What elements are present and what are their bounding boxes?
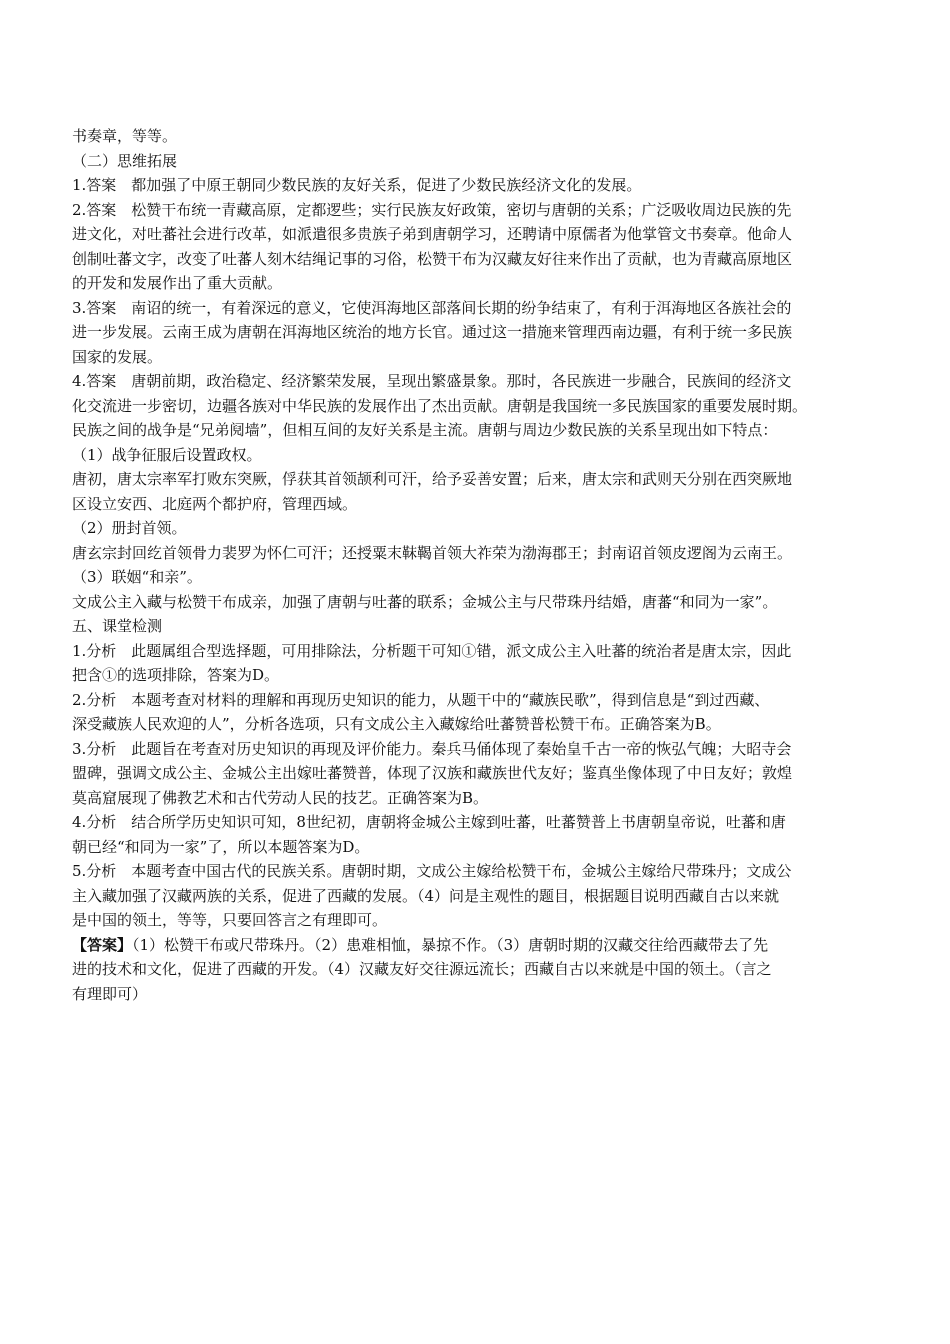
text-line: 2.分析 本题考查对材料的理解和再现历史知识的能力，从题干中的“藏族民歌”，得到信息是“到过西藏、 [72, 690, 770, 709]
text-line: 进的技术和文化，促进了西藏的开发。（4）汉藏友好交往源远流长；西藏自古以来就是中国的领土。（言之 [72, 960, 772, 978]
text-line: 1.答案 都加强了中原王朝同少数民族的友好关系，促进了少数民族经济文化的发展。 [72, 176, 642, 194]
answer-label: 【答案】 [72, 935, 133, 954]
text-line: 1.分析 此题属组合型选择题，可用排除法，分析题干可知①错，派文成公主入吐蕃的统治者是唐太宗，因此 [72, 641, 792, 660]
answer-line [72, 933, 878, 958]
text-line: 是中国的领土，等等，只要回答言之有理即可。 [72, 911, 388, 929]
text-line: 3.分析 此题旨在考查对历史知识的再现及评价能力。秦兵马俑体现了秦始皇千古一帝的恢弘气魄；大昭寺会 [72, 739, 792, 758]
text-line: 创制吐蕃文字，改变了吐蕃人刻木结绳记事的习俗，松赞干布为汉藏友好往来作出了贡献，也为青藏高原地区 [72, 249, 793, 268]
text-line: 盟碑，强调文成公主、金城公主出嫁吐蕃赞普，体现了汉族和藏族世代友好；鉴真坐像体现了中日友好；敦煌 [72, 764, 793, 782]
text-line: 化交流进一步密切，边疆各族对中华民族的发展作出了杰出贡献。唐朝是我国统一多民族国家的重要发展时期。 [72, 396, 808, 415]
text-line: 深受藏族人民欢迎的人”，分析各选项，只有文成公主入藏嫁给吐蕃赞普松赞干布。正确答案为B。 [72, 715, 721, 733]
section-heading: 五、课堂检测 [72, 617, 163, 635]
text-line: 2.答案 松赞干布统一青藏高原，定都逻些；实行民族友好政策，密切与唐朝的关系；广泛吸收周边民族的先 [72, 200, 792, 219]
text-line: 4.答案 唐朝前期，政治稳定、经济繁荣发展，呈现出繁盛景象。那时，各民族进一步融合，民族间的经济文 [72, 372, 792, 390]
text-line: 把含①的选项排除，答案为D。 [72, 666, 280, 684]
text-line: 书奏章，等等。 [72, 127, 178, 145]
text-line: 民族之间的战争是“兄弟阋墙”，但相互间的友好关系是主流。唐朝与周边少数民族的关系呈现出如下特点： [72, 421, 778, 439]
text-line: 区设立安西、北庭两个都护府，管理西域。 [72, 494, 358, 513]
text-line: 有理即可） [72, 984, 148, 1003]
text-line: 4.分析 结合所学历史知识可知，8世纪初，唐朝将金城公主嫁到吐蕃，吐蕃赞普上书唐朝皇帝说，吐蕃和唐 [72, 813, 786, 831]
text-line: 国家的发展。 [72, 347, 163, 366]
text-line: 进文化，对吐蕃社会进行改革，如派遣很多贵族子弟到唐朝学习，还聘请中原儒者为他掌管文书奏章。他命人 [72, 225, 793, 243]
text-line: 5.分析 本题考查中国古代的民族关系。唐朝时期，文成公主嫁给松赞干布，金城公主嫁给尺带珠丹；文成公 [72, 862, 792, 880]
text-line: 主入藏加强了汉藏两族的关系，促进了西藏的发展。（4）问是主观性的题目，根据题目说明西藏自古以来就 [72, 886, 780, 905]
text-line: （1）战争征服后设置政权。 [72, 445, 262, 464]
text-line: 唐初，唐太宗率军打败东突厥，俘获其首领颉利可汗，给予妥善安置；后来，唐太宗和武则天分别在西突厥地 [72, 470, 793, 488]
document-page [72, 124, 878, 1006]
section-heading: （二）思维拓展 [72, 151, 178, 170]
text-line: 文成公主入藏与松赞干布成亲，加强了唐朝与吐蕃的联系；金城公主与尺带珠丹结婚，唐蕃“和同为一家”。 [72, 592, 778, 611]
text-line: 莫高窟展现了佛教艺术和古代劳动人民的技艺。正确答案为B。 [72, 788, 489, 807]
text-line: 朝已经“和同为一家”了，所以本题答案为D。 [72, 837, 370, 856]
text-line: （3）联姻“和亲”。 [72, 568, 202, 586]
answer-text: （1）松赞干布或尺带珠丹。（2）患难相恤，暴掠不作。（3）唐朝时期的汉藏交往给西藏带去了先 [132, 935, 769, 954]
text-line: 进一步发展。云南王成为唐朝在洱海地区统治的地方长官。通过这一措施来管理西南边疆，有利于统一多民族 [72, 323, 793, 341]
text-line: （2）册封首领。 [72, 519, 187, 537]
text-line: 3.答案 南诏的统一，有着深远的意义，它使洱海地区部落间长期的纷争结束了，有利于洱海地区各族社会的 [72, 298, 792, 317]
text-line: 的开发和发展作出了重大贡献。 [72, 274, 283, 292]
text-line: 唐玄宗封回纥首领骨力裴罗为怀仁可汗；还授粟末靺鞨首领大祚荣为渤海郡王；封南诏首领皮逻阁为云南王。 [72, 543, 793, 562]
